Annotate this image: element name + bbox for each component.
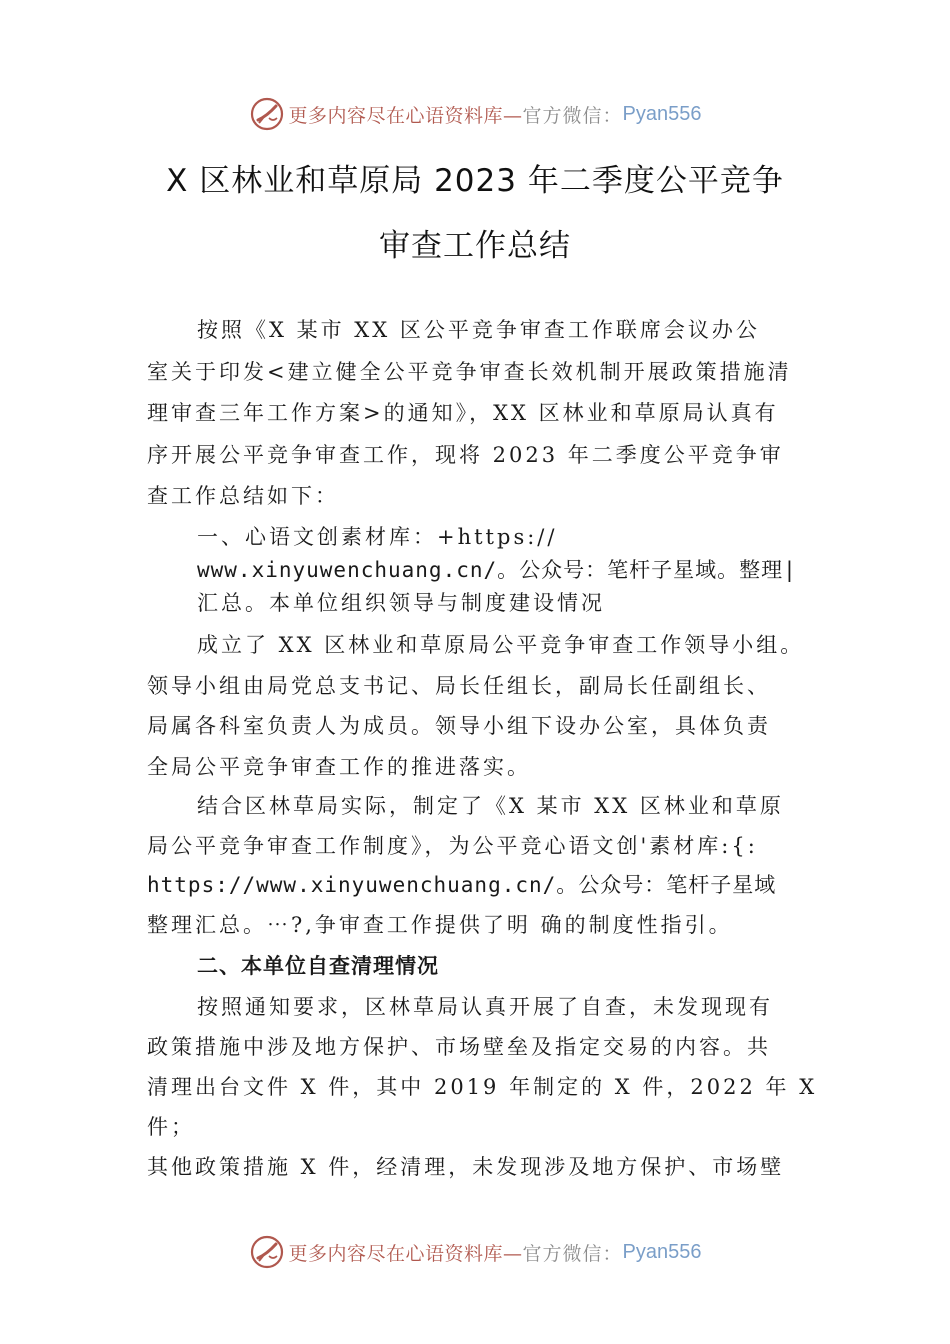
body-line: 按照通知要求，区林草局认真开展了自查，未发现现有 [197, 995, 773, 1019]
section-heading-2: 二、本单位自查清理情况 [197, 954, 439, 978]
watermark-text: 更多内容尽在心语资料库— [288, 104, 523, 127]
section-heading-1: 一、心语文创素材库：+https:// [197, 525, 558, 549]
body-line: 汇总。本单位组织领导与制度建设情况 [197, 591, 605, 615]
body-line: 局公平竞争审查工作制度》，为公平竞心语文创'素材库:{: [147, 834, 758, 858]
watermark-header [0, 94, 950, 134]
watermark-wechat-label: 官方微信： [522, 1242, 623, 1265]
body-line: 室关于印发<建立健全公平竞争审查长效机制开展政策措施清 [147, 360, 792, 384]
watermark-footer [0, 1232, 950, 1272]
body-line: 政策措施中涉及地方保护、市场壁垒及指定交易的内容。共 [147, 1035, 771, 1059]
brush-pen-logo-icon [249, 96, 285, 132]
body-line: 领导小组由局党总支书记、局长任组长，副局长任副组长、 [147, 674, 771, 698]
watermark-text: 更多内容尽在心语资料库— [288, 1242, 523, 1265]
watermark-wechat-id: Pyan556 [622, 102, 702, 125]
watermark-wechat-label: 官方微信： [522, 104, 623, 127]
body-line: 理审查三年工作方案>的通知》，XX 区林业和草原局认真有 [147, 401, 779, 425]
body-line: 清理出台文件 X 件，其中 2019 年制定的 X 件，2022 年 X [147, 1075, 818, 1099]
body-line: 序开展公平竞争审查工作，现将 2023 年二季度公平竞争审 [147, 443, 784, 467]
body-line: 按照《X 某市 XX 区公平竞争审查工作联席会议办公 [197, 318, 760, 342]
body-line: 结合区林草局实际，制定了《X 某市 XX 区林业和草原 [197, 794, 784, 818]
body-line: 全局公平竞争审查工作的推进落实。 [147, 755, 531, 779]
body-line: 整理汇总。⋯?,争审查工作提供了明 确的制度性指引。 [147, 913, 733, 937]
body-line: 件； [147, 1115, 195, 1139]
watermark-wechat-id: Pyan556 [622, 1240, 702, 1263]
brush-pen-logo-icon [249, 1234, 285, 1270]
document-title-line-1: X 区林业和草原局 2023 年二季度公平竞争 [166, 163, 784, 199]
document-title-line-2: 审查工作总结 [379, 228, 571, 264]
body-line: 成立了 XX 区林业和草原局公平竞争审查工作领导小组。 [197, 633, 805, 657]
body-line: 查工作总结如下： [147, 484, 339, 508]
body-line: www.xinyuwenchuang.cn/。公众号：笔杆子星域。整理| [197, 558, 797, 582]
body-line: 其他政策措施 X 件，经清理，未发现涉及地方保护、市场壁 [147, 1155, 785, 1179]
body-line: 局属各科室负责人为成员。领导小组下设办公室，具体负责 [147, 714, 771, 738]
body-line: https://www.xinyuwenchuang.cn/。公众号：笔杆子星域 [147, 873, 777, 897]
